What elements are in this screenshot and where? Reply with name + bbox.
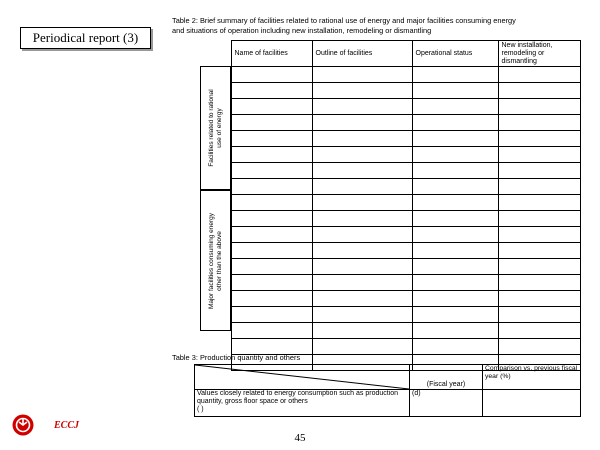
- table-cell: [312, 115, 412, 131]
- table-cell: [412, 147, 498, 163]
- table-cell: [231, 227, 312, 243]
- report-label-box: [20, 27, 151, 49]
- table-cell: [231, 195, 312, 211]
- table-cell: [412, 211, 498, 227]
- table-cell: [412, 243, 498, 259]
- table-cell: [498, 67, 580, 83]
- facilities-table: [200, 40, 581, 371]
- table-cell: [498, 163, 580, 179]
- table-cell: [231, 163, 312, 179]
- table-cell: [231, 83, 312, 99]
- table-row: [200, 67, 580, 83]
- table-cell: [312, 307, 412, 323]
- table-cell: [312, 163, 412, 179]
- table-cell: [231, 131, 312, 147]
- table-cell: [412, 259, 498, 275]
- group-label-major-facilities-line1: Major facilities consuming energy: [207, 212, 215, 309]
- col-header-status: Operational status: [412, 41, 498, 67]
- table2-caption: [172, 16, 600, 36]
- table-cell: [231, 291, 312, 307]
- table-cell: [412, 339, 498, 355]
- table-cell: [231, 67, 312, 83]
- table-cell: [231, 243, 312, 259]
- table-cell: [412, 195, 498, 211]
- table-row: [200, 291, 580, 307]
- table-cell: [498, 211, 580, 227]
- logo-text: ECCJ: [54, 420, 80, 431]
- table-cell: [312, 211, 412, 227]
- group-label-major-facilities: [200, 190, 231, 331]
- table-row: [200, 307, 580, 323]
- table-row: [200, 211, 580, 227]
- values-row-label-text: Values closely related to energy consumption such as production quantity, gross floor space or others: [197, 390, 399, 405]
- table-cell: [498, 99, 580, 115]
- table-cell: [412, 115, 498, 131]
- table-cell: [231, 99, 312, 115]
- table-cell: [231, 147, 312, 163]
- table2-caption-line1: Table 2: Brief summary of facilities related to rational use of energy and major facilities consuming energy: [172, 16, 516, 25]
- group-label-rational-use: [200, 66, 231, 190]
- table-cell: [312, 131, 412, 147]
- table-row: [200, 147, 580, 163]
- table-cell: [312, 67, 412, 83]
- table-cell: [412, 67, 498, 83]
- table-cell: [498, 291, 580, 307]
- col-header-new-installation: New installation, remodeling or dismantling: [498, 41, 580, 67]
- page-number: 45: [294, 432, 306, 444]
- table-cell: [498, 227, 580, 243]
- diagonal-line: [195, 365, 409, 389]
- table-row: [200, 115, 580, 131]
- table-cell: [498, 259, 580, 275]
- table-cell: [498, 83, 580, 99]
- table-cell: [412, 83, 498, 99]
- table-cell: [412, 163, 498, 179]
- table-cell: [412, 179, 498, 195]
- table-cell: [412, 307, 498, 323]
- table-cell: [312, 243, 412, 259]
- table-cell: [498, 243, 580, 259]
- table-cell: [312, 275, 412, 291]
- group-label-rational-use-line1: Facilities related to rational: [207, 89, 215, 167]
- production-table: [194, 364, 581, 417]
- table-cell: [412, 131, 498, 147]
- table-cell: [312, 323, 412, 339]
- col-header-outline: Outline of facilities: [312, 41, 412, 67]
- table-row: [200, 227, 580, 243]
- values-row-marker: (d): [410, 390, 483, 417]
- table-cell: [498, 115, 580, 131]
- table-row: [200, 259, 580, 275]
- table-cell: [312, 291, 412, 307]
- table-cell: [231, 115, 312, 131]
- table-cell: [498, 195, 580, 211]
- table-row: [200, 323, 580, 339]
- table-cell: [498, 179, 580, 195]
- table-cell: [412, 99, 498, 115]
- table-cell: [498, 275, 580, 291]
- diagonal-header-cell: [195, 365, 410, 390]
- table-row: [200, 195, 580, 211]
- table-cell: [412, 291, 498, 307]
- table-cell: [312, 179, 412, 195]
- table-cell: [231, 179, 312, 195]
- table-row: [200, 243, 580, 259]
- report-label: Periodical report (3): [32, 30, 139, 45]
- col-header-name: Name of facilities: [231, 41, 312, 67]
- table-cell: [312, 259, 412, 275]
- table-row: [200, 179, 580, 195]
- eccj-logo-icon: [12, 414, 34, 436]
- table-cell: [312, 99, 412, 115]
- table-cell: [312, 83, 412, 99]
- table-cell: [412, 323, 498, 339]
- table-cell: [498, 307, 580, 323]
- values-row-label: [195, 390, 410, 417]
- table-cell: [312, 339, 412, 355]
- table-row: [200, 275, 580, 291]
- table-cell: [231, 211, 312, 227]
- table-cell: [312, 147, 412, 163]
- comparison-header: Comparison vs. previous fiscal year (%): [483, 365, 581, 390]
- table-cell: [498, 147, 580, 163]
- table-cell: [231, 307, 312, 323]
- table-cell: [412, 275, 498, 291]
- table-cell: [498, 323, 580, 339]
- values-row-comparison: [483, 390, 581, 417]
- table-row: [200, 131, 580, 147]
- table-cell: [231, 275, 312, 291]
- table-row: [200, 163, 580, 179]
- header-blank-cell: [200, 41, 231, 67]
- table-row: [200, 83, 580, 99]
- table-cell: [312, 195, 412, 211]
- table-cell: [498, 131, 580, 147]
- table-cell: [498, 339, 580, 355]
- table-cell: [231, 259, 312, 275]
- values-row-parens: ( ): [197, 406, 204, 413]
- fiscal-year-header: (Fiscal year): [410, 365, 483, 390]
- table2-caption-line2: and situations of operation including new installation, remodeling or dismantling: [172, 26, 432, 35]
- group-label-major-facilities-line2: other than the above: [215, 230, 223, 291]
- table3-caption: Table 3: Production quantity and others: [172, 353, 301, 362]
- table-cell: [231, 323, 312, 339]
- table-cell: [412, 227, 498, 243]
- table-row: [200, 99, 580, 115]
- table-cell: [312, 227, 412, 243]
- group-label-rational-use-line2: use of energy: [215, 108, 223, 148]
